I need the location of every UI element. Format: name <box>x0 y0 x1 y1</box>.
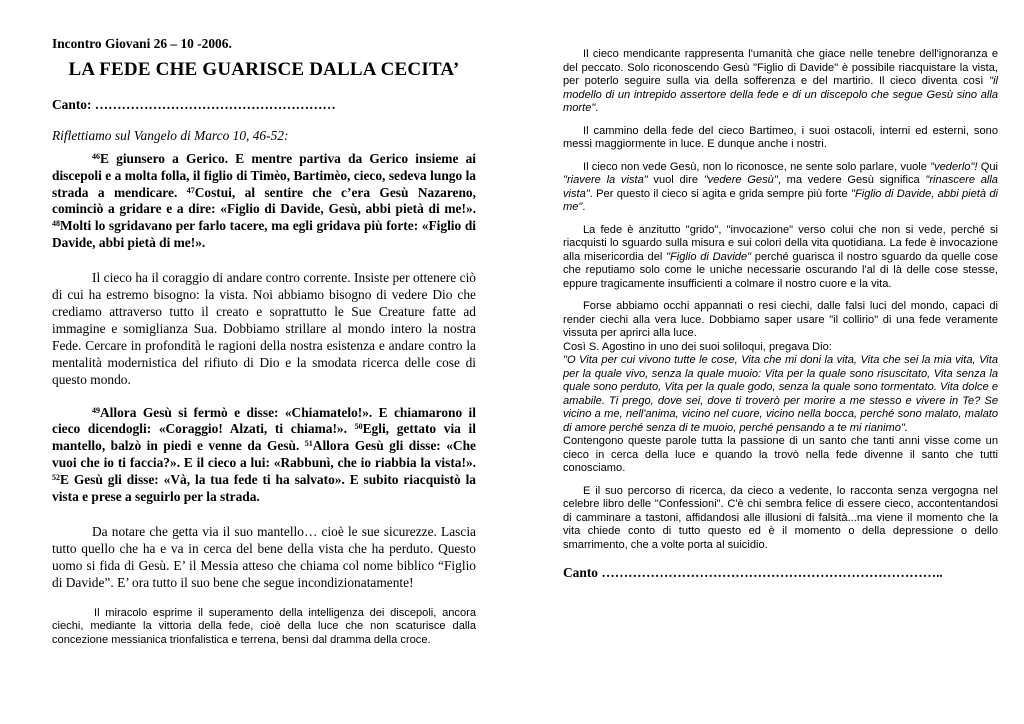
verse-number: 52 <box>52 473 60 483</box>
quoted-phrase: "vedere Gesù" <box>703 174 778 186</box>
closing-canto-line: Canto ………………………………………………………………….. <box>563 565 943 580</box>
reflection-paragraph-6 <box>563 161 998 215</box>
gospel-intro: Riflettiamo sul Vangelo di Marco 10, 46-52: <box>52 127 289 143</box>
verse-number: 51 <box>304 439 313 449</box>
text-run: , ma vedere Gesù significa <box>777 174 926 186</box>
text-run: vuol dire <box>647 174 704 186</box>
text-run: perché guarisca il nostro sguardo da quelle cose che reputiamo solo come le uniche necessarie oscurando l'al di là delle cose stesse, eppure tragicamente insufficienti a colmare il nostro cuore e la vita. <box>563 250 998 290</box>
verse-text: Costui, al sentire che c’era Gesù Nazareno, cominciò a gridare e a dire: «Figlio di Davide, Gesù, abbi pietà di me!». <box>52 184 476 217</box>
quoted-phrase: "rinascere alla vista" <box>563 174 998 200</box>
verse-number: 49 <box>92 405 100 415</box>
reflection-paragraph-5: Il cammino della fede del cieco Bartimeo, i suoi ostacoli, interni ed esterni, sono messi maggiormente in luce. E dunque anche i nostri. <box>563 124 998 150</box>
verse-text: Molti lo sgridavano per farlo tacere, ma egli gridava più forte: «Figlio di Davide, abbi pietà di me!». <box>52 218 476 251</box>
text-run: Il cieco non vede Gesù, non lo riconosce, ne sente solo parlare, vuole <box>583 160 931 173</box>
verse-text: Allora Gesù gli disse: «Che vuoi che io ti faccia?». E il cieco a lui: «Rabbunì, che io riabbia la vista!». <box>52 438 476 471</box>
augustine-quote: "O Vita per cui vivono tutte le cose, Vita che mi doni la vita, Vita che sei la mia vita, Vita per la quale vivo, senza la quale muoio: Vita per la quale sono risuscitato, Vita senza la quale sono perduto, Vita per la quale godo, senza la quale sono tormentato. Vita dolce e amabile. Ti prego, dove sei, dove ti troverò per morire a me stesso e vivere in Te? Se vicino a me, nell'anima, vicino nel cuore, vicino nella bocca, perché sono malato, malato di amore perché senza di te muoio, perché pensando a te mi rianimo". <box>563 354 998 434</box>
verse-text: E Gesù gli disse: «Và, la tua fede ti ha salvato». E subito riacquistò la vista e prese a seguirlo per la strada. <box>52 472 476 505</box>
verse-text: Egli, gettato via il mantello, balzò in piedi e venne da Gesù. <box>52 421 476 454</box>
text-run: Qui <box>977 160 998 173</box>
reflection-paragraph-7 <box>563 224 998 292</box>
verse-text: Allora Gesù si fermò e disse: «Chiamatelo!». E chiamarono il cieco dicendogli: «Coraggio! Alzati, ti chiama!». <box>52 404 476 437</box>
right-page <box>512 0 1024 724</box>
quoted-phrase: "vederlo"! <box>930 160 978 173</box>
text-run: La fede è anzitutto "grido", "invocazione" verso colui che non si vede, perché si riacquisti lo sguardo sulla misura e sui colori della vita quotidiana. La fede è invocazione alla misericordia del <box>563 223 998 263</box>
reflection-paragraph-4 <box>563 48 998 116</box>
quoted-phrase: "Figlio di Davide, abbi pietà di me" <box>563 187 998 213</box>
page-title: LA FEDE CHE GUARISCE DALLA CECITA’ <box>68 58 460 80</box>
reflection-paragraph-9: E il suo percorso di ricerca, da cieco a vedente, lo racconta senza vergogna nel celebre libro delle "Confessioni". C'è chi sembra felice di essere cieco, accontentandosi di camminare a tastoni, affidandosi alle illusioni di falsità...ma viene il momento che la vita chiede conto di tutto questo ed è il momento o della depressione o dello smarrimento, che a volte porta al suicidio. <box>563 484 998 551</box>
reflection-paragraph-2: Da notare che getta via il suo mantello… cioè le sue sicurezze. Lascia tutto quello che ha e va in cerca del bene della vista che ha perduto. Questo uomo si fida di Gesù. E’ il Messia atteso che chiama col nome biblico “Figlio di Davide”. E’ ora tutto il suo bene che segue incondizionatamente! <box>52 523 476 590</box>
reflection-paragraph-8 <box>563 300 998 476</box>
canto-line: Canto: ……………………………………………… <box>52 96 336 112</box>
verse-number: 50 <box>354 422 363 432</box>
augustine-intro: Così S. Agostino in uno dei suoi soliloqui, pregava Dio: <box>563 340 832 353</box>
reflection-paragraph-3: Il miracolo esprime il superamento della intelligenza dei discepoli, ancora ciechi, mediante la vittoria della fede, cioè della luce che non scaturisce dalla concezione messianica trionfalistica e terrena, bensì dal dramma della croce. <box>52 606 476 646</box>
gospel-passage-2 <box>52 405 476 506</box>
paragraph-text: Forse abbiamo occhi appannati o resi ciechi, dalle falsi luci del mondo, capaci di render ciechi alla vera luce. Dobbiamo saper usare "il collirio" di una fede veramente vissuta per aprirci alla luce. <box>563 300 998 339</box>
verse-number: 46 <box>92 151 100 161</box>
meeting-header: Incontro Giovani 26 – 10 -2006. <box>52 36 232 51</box>
quoted-phrase: "riavere la vista" <box>563 174 648 186</box>
quoted-phrase: "il modello di un intrepido assertore della fede e di un discepolo che segue Gesù sino alla morte" <box>563 75 998 114</box>
text-run: . Per questo il cieco si agita e grida sempre più forte <box>589 187 852 200</box>
text-run: . <box>595 102 599 114</box>
quoted-phrase: "Figlio di Davide" <box>666 250 752 263</box>
verse-number: 48 <box>52 219 60 229</box>
gospel-passage-1 <box>52 151 476 252</box>
paragraph-text: Contengono queste parole tutta la passione di un santo che tanti anni visse come un cieco in cerca della luce e quando la trovò nella fede divenne il santo che tutti conosciamo. <box>563 435 998 474</box>
text-run: Il cieco mendicante rappresenta l'umanità che giace nelle tenebre dell'ignoranza e del peccato. Solo riconoscendo Gesù "Figlio di Davide" è possibile riacquistare la vista, per poterlo seguire sulla via della sofferenza e del martirio. Il cieco diventa così <box>563 48 998 87</box>
verse-number: 47 <box>186 185 195 195</box>
reflection-paragraph-1: Il cieco ha il coraggio di andare contro corrente. Insiste per ottenere ciò di cui ha estremo bisogno: la vista. Noi abbiamo bisogno di vedere Dio che crediamo attraverso tutto il creato e soprattutto le Sue Creature fatte ad immagine e somiglianza Sua. Dobbiamo strillare al mondo intero la nostra Fede. Cercare in profondità le ragioni della nostra esistenza e andare contro la mentalità modernistica del rifiuto di Dio e la smodata ricerca delle cose di questo mondo. <box>52 270 476 387</box>
text-run: . <box>582 201 586 213</box>
verse-text: E giunsero a Gerico. E mentre partiva da Gerico insieme ai discepoli e a molta folla, il figlio di Timèo, Bartimèo, cieco, sedeva lungo la strada a mendicare. <box>52 150 476 200</box>
